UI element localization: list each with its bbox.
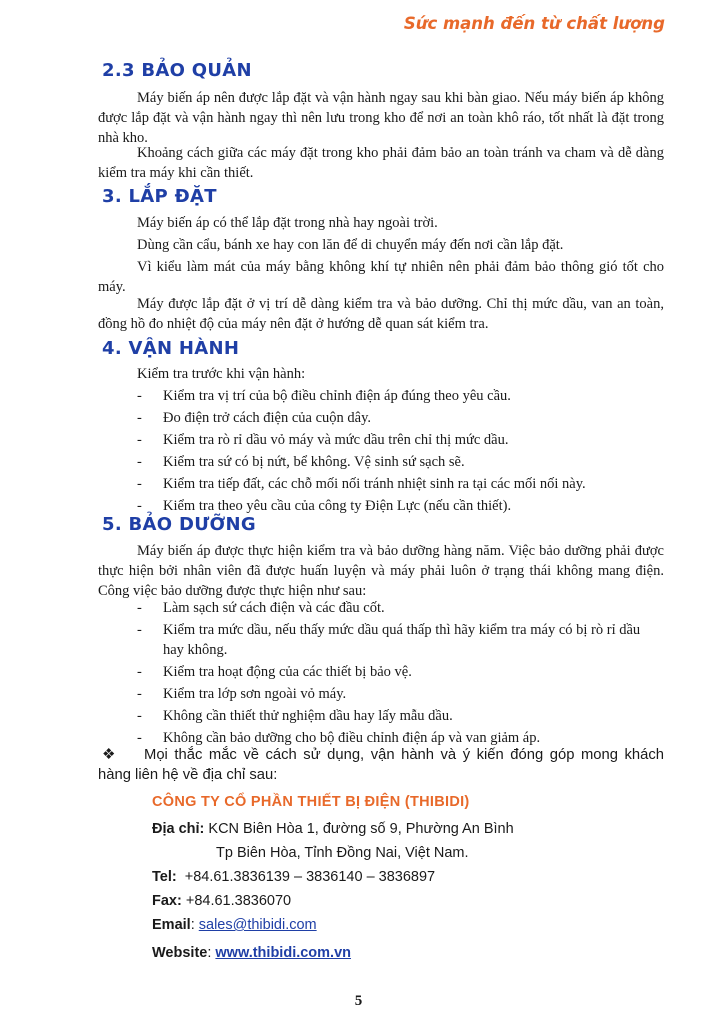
list-item: - Đo điện trở cách điện của cuộn dây. — [137, 410, 372, 426]
email-label: Email — [152, 917, 191, 933]
paragraph: Máy biến áp có thể lắp đặt trong nhà hay ngoài trời. — [137, 215, 438, 231]
fax-label: Fax: — [152, 893, 182, 909]
list-item: - Kiểm tra hoạt động của các thiết bị bảo vệ. — [137, 664, 412, 680]
list-item: - Kiểm tra lớp sơn ngoài vỏ máy. — [137, 686, 347, 702]
address-value: KCN Biên Hòa 1, đường số 9, Phường An Bình — [208, 821, 514, 837]
paragraph: Dùng cần cẩu, bánh xe hay con lăn để di chuyển máy đến nơi cần lắp đặt. — [137, 237, 564, 253]
address-line-1 — [152, 821, 514, 837]
page-tagline: Sức mạnh đến từ chất lượng — [403, 14, 665, 33]
paragraph: Máy biến áp nên được lắp đặt và vận hành ngay sau khi bàn giao. Nếu máy biến áp không được lắp đặt và vận hành ngay thì nên lưu trong kho để nơi an toàn khô ráo, tốt nhất là đặt trong nhà kho. — [98, 90, 664, 146]
list-item: - Không cần bảo dưỡng cho bộ điều chỉnh điện áp và van giảm áp. — [137, 730, 541, 746]
fax-line — [152, 893, 291, 909]
tel-line — [152, 869, 435, 885]
fax-value: +84.61.3836070 — [185, 893, 292, 909]
list-item: - Kiểm tra rò rỉ dầu vỏ máy và mức dầu trên chỉ thị mức dầu. — [137, 432, 509, 448]
paragraph: Máy biến áp được thực hiện kiểm tra và bảo dưỡng hàng năm. Việc bảo dưỡng phải được thực hiện bởi nhân viên đã được huấn luyện và máy phải luôn ở trạng thái không mang điện. Công việc bảo dưỡng được thực hiện như sau: — [98, 543, 664, 599]
section-title-lap-dat: 3. LẮP ĐẶT — [102, 186, 217, 207]
paragraph: Khoảng cách giữa các máy đặt trong kho phải đảm bảo an toàn tránh va cham và dễ dàng kiểm tra máy khi cần thiết. — [98, 145, 664, 181]
list-item: - Kiểm tra tiếp đất, các chỗ mối nối tránh nhiệt sinh ra tại các mối nối này. — [137, 476, 586, 492]
list-item: - Kiểm tra sứ có bị nứt, bể không. Vệ sinh sứ sạch sẽ. — [137, 454, 465, 470]
section-title-bao-quan: 2.3 BẢO QUẢN — [102, 60, 252, 81]
paragraph: Vì kiểu làm mát của máy bằng không khí tự nhiên nên phải đảm bảo thông gió tốt cho máy. — [98, 259, 664, 295]
tel-value: +84.61.3836139 – 3836140 – 3836897 — [184, 869, 436, 885]
section-title-van-hanh: 4. VẬN HÀNH — [102, 338, 240, 359]
company-name: CÔNG TY CỔ PHẦN THIẾT BỊ ĐIỆN (THIBIDI) — [152, 794, 470, 810]
list-item: - Làm sạch sứ cách điện và các đầu cốt. — [137, 600, 385, 616]
checklist-van-hanh — [137, 386, 664, 518]
checklist-bao-duong — [137, 598, 664, 750]
website-label: Website — [152, 945, 208, 961]
diamond-bullet-icon: ❖ — [102, 747, 116, 763]
website-line: Website: www.thibidi.com.vn — [152, 945, 352, 961]
list-item: - Kiểm tra theo yêu cầu của công ty Điện Lực (nếu cần thiết). — [137, 498, 512, 514]
section-title-bao-duong: 5. BẢO DƯỠNG — [102, 514, 256, 535]
list-item: - Không cần thiết thử nghiệm dầu hay lấy mẫu dầu. — [137, 708, 453, 724]
email-link[interactable]: sales@thibidi.com — [198, 917, 317, 933]
paragraph: Máy được lắp đặt ở vị trí dễ dàng kiểm tra và bảo dưỡng. Chỉ thị mức dầu, van an toàn, đồng hồ đo nhiệt độ của máy nên đặt ở hướng dễ quan sát kiểm tra. — [98, 296, 664, 332]
list-item: - Kiểm tra vị trí của bộ điều chỉnh điện áp đúng theo yêu cầu. — [137, 388, 511, 404]
email-line: Email: sales@thibidi.com — [152, 917, 317, 933]
website-link[interactable]: www.thibidi.com.vn — [215, 945, 352, 961]
page-number: 5 — [354, 993, 363, 1009]
list-item: - Kiểm tra mức dầu, nếu thấy mức dầu quá thấp thì hãy kiểm tra máy có bị rò rỉ dầu hay không. — [137, 622, 641, 658]
tel-label: Tel: — [152, 869, 177, 885]
address-line-2: Tp Biên Hòa, Tỉnh Đồng Nai, Việt Nam. — [216, 845, 469, 861]
contact-note: Mọi thắc mắc về cách sử dụng, vận hành và ý kiến đóng góp mong khách hàng liên hệ về địa chỉ sau: — [98, 747, 664, 783]
list-intro: Kiểm tra trước khi vận hành: — [137, 366, 306, 382]
address-label: Địa chỉ: — [152, 821, 205, 837]
